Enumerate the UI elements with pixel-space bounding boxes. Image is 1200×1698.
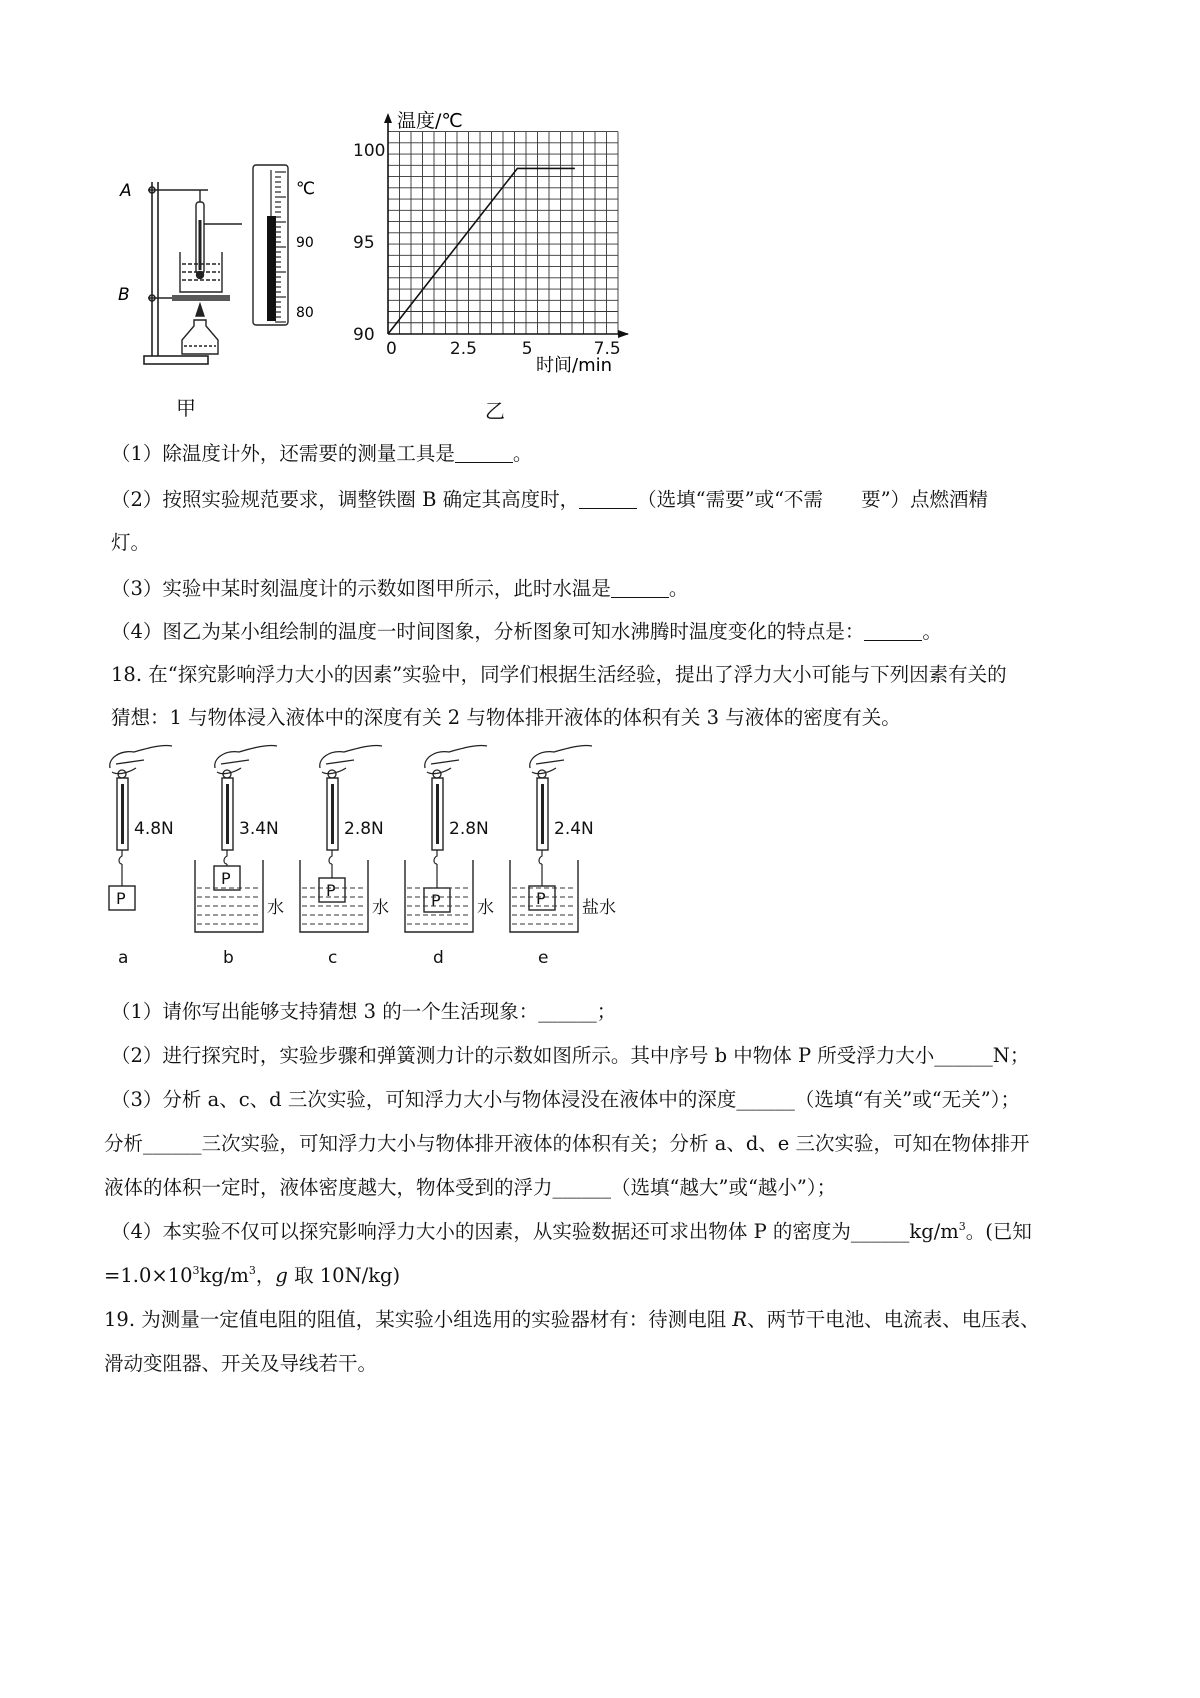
scale-reading: 4.8N bbox=[134, 819, 174, 839]
setup-label: e bbox=[538, 948, 549, 968]
q17-part1: （1）除温度计外，还需要的测量工具是 。 bbox=[111, 442, 533, 465]
liquid-label: 水 bbox=[267, 898, 284, 918]
buoyancy-figure bbox=[100, 738, 620, 968]
caption-yi: 乙 bbox=[485, 399, 505, 423]
hand-icon bbox=[320, 745, 382, 773]
label-a: A bbox=[120, 181, 132, 201]
experiment-setup bbox=[195, 745, 284, 968]
hand-icon bbox=[425, 745, 487, 773]
answer-blank[interactable] bbox=[611, 579, 669, 598]
chart-xlabel: 时间/min bbox=[536, 355, 613, 376]
scale-spring bbox=[121, 784, 124, 844]
liquid-label: 盐水 bbox=[582, 898, 616, 918]
x-tick-label: 2.5 bbox=[449, 339, 477, 359]
label-b: B bbox=[118, 285, 130, 305]
scale-spring bbox=[436, 784, 439, 844]
tick-80: 80 bbox=[296, 305, 314, 321]
experiment-setup bbox=[109, 745, 174, 968]
figure-jia bbox=[110, 160, 350, 410]
object-label: P bbox=[431, 891, 441, 910]
scale-reading: 3.4N bbox=[239, 819, 279, 839]
q17-part3: （3）实验中某时刻温度计的示数如图甲所示，此时水温是 。 bbox=[111, 577, 689, 600]
liquid-label: 水 bbox=[477, 898, 494, 918]
y-tick-label: 90 bbox=[353, 325, 375, 345]
answer-blank[interactable] bbox=[579, 490, 637, 509]
hook bbox=[434, 850, 437, 864]
x-tick-label: 7.5 bbox=[593, 339, 621, 359]
chart-series bbox=[388, 168, 575, 334]
alcohol-lamp bbox=[172, 296, 230, 354]
q17-part4: （4）图乙为某小组绘制的温度一时间图象，分析图象可知水沸腾时温度变化的特点是： 。 bbox=[111, 620, 942, 643]
object-label: P bbox=[326, 881, 336, 900]
scale-reading: 2.8N bbox=[449, 819, 489, 839]
chart-grid bbox=[388, 132, 618, 334]
q19-line1: 19. 为测量一定值电阻的阻值，某实验小组选用的实验器材有：待测电阻 R、两节干电池、电流表、电压表、 bbox=[104, 1308, 1040, 1331]
hook bbox=[119, 850, 122, 864]
x-tick-label: 5 bbox=[521, 339, 533, 359]
caption-jia: 甲 bbox=[176, 396, 196, 420]
hook bbox=[329, 850, 332, 864]
q18-part2: （2）进行探究时，实验步骤和弹簧测力计的示数如图所示。其中序号 b 中物体 P 所受浮力大小______N； bbox=[111, 1044, 1030, 1067]
q18-hypotheses: 猜想：1 与物体浸入液体中的深度有关 2 与物体排开液体的体积有关 3 与液体的密度有关。 bbox=[111, 706, 901, 729]
setup-label: d bbox=[433, 948, 444, 968]
q18-part3b: 分析______三次实验，可知浮力大小与物体排开液体的体积有关；分析 a、d、e 三次实验，可知在物体排开 bbox=[104, 1132, 1030, 1155]
q18-part4b: $=1.0\times 10^3kg/m^3$，g 取 10N/kg) bbox=[104, 1264, 401, 1287]
hand-icon bbox=[110, 745, 172, 773]
scale-spring bbox=[331, 784, 334, 844]
scale-spring bbox=[541, 784, 544, 844]
q17-part2: （2）按照实验规范要求，调整铁圈 B 确定其高度时， （选填“需要”或“不需 要”）点燃酒精 bbox=[111, 488, 989, 511]
hook bbox=[539, 850, 542, 864]
q17-part2-cont: 灯。 bbox=[111, 531, 151, 554]
experiment-setup bbox=[405, 745, 494, 968]
scale-spring bbox=[226, 784, 229, 844]
setup-label: a bbox=[118, 948, 129, 968]
scale-reading: 2.8N bbox=[344, 819, 384, 839]
thermometer-scale bbox=[253, 165, 288, 325]
setup-label: c bbox=[328, 948, 338, 968]
object-label: P bbox=[221, 869, 231, 888]
y-tick-label: 100 bbox=[353, 141, 386, 161]
figure-yi-chart bbox=[350, 105, 640, 385]
answer-blank[interactable] bbox=[455, 444, 513, 463]
scale-reading: 2.4N bbox=[554, 819, 594, 839]
q18-intro: 18. 在“探究影响浮力大小的因素”实验中，同学们根据生活经验，提出了浮力大小可能与下列因素有关的 bbox=[111, 663, 1007, 686]
q18-number: 18. bbox=[111, 663, 143, 686]
hook bbox=[224, 850, 227, 864]
q18-part3a: （3）分析 a、c、d 三次实验，可知浮力大小与物体浸没在液体中的深度______（选填“有关”或“无关”）； bbox=[111, 1088, 1020, 1111]
y-tick-label: 95 bbox=[353, 233, 375, 253]
y-axis-arrow-icon bbox=[384, 113, 392, 123]
q18-part4a: （4）本实验不仅可以探究影响浮力大小的因素，从实验数据还可求出物体 P 的密度为$\_\_\_\_\_\_kg/m^3$。(已知 bbox=[111, 1220, 1032, 1243]
answer-blank[interactable] bbox=[864, 622, 922, 641]
object-label: P bbox=[116, 889, 126, 908]
experiment-setup bbox=[300, 745, 389, 968]
liquid-label: 水 bbox=[372, 898, 389, 918]
x-tick-label: 0 bbox=[386, 339, 397, 359]
x-axis-arrow-icon bbox=[618, 330, 629, 338]
q19-number: 19. bbox=[104, 1308, 136, 1331]
q18-part3c: 液体的体积一定时，液体密度越大，物体受到的浮力______（选填“越大”或“越小”）； bbox=[104, 1176, 837, 1199]
iron-stand bbox=[144, 182, 230, 364]
q19-line2: 滑动变阻器、开关及导线若干。 bbox=[104, 1352, 378, 1375]
thermometer-in-beaker bbox=[196, 190, 242, 279]
q18-part1: （1）请你写出能够支持猜想 3 的一个生活现象：______； bbox=[111, 1000, 617, 1023]
temperature-line bbox=[388, 168, 575, 334]
hand-icon bbox=[530, 745, 592, 773]
setup-label: b bbox=[223, 948, 234, 968]
unit-celsius: ℃ bbox=[296, 179, 316, 199]
experiment-setup bbox=[510, 745, 616, 968]
chart-axes bbox=[384, 113, 629, 338]
hand-icon bbox=[215, 745, 277, 773]
object-label: P bbox=[536, 889, 546, 908]
tick-90: 90 bbox=[296, 235, 314, 251]
chart-ylabel: 温度/℃ bbox=[397, 110, 463, 132]
